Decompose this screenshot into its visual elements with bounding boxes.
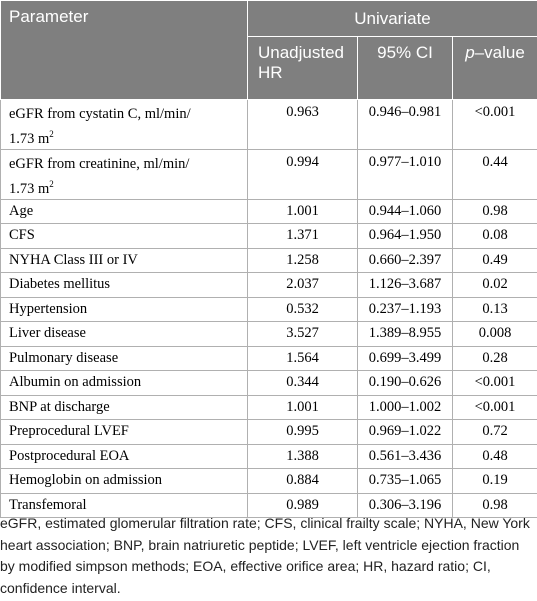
table-row — [1, 346, 537, 371]
cell-p: 0.08 — [453, 224, 537, 249]
cell-parameter: Postprocedural EOA — [1, 444, 248, 469]
cell-hr: 1.388 — [248, 444, 358, 469]
cell-hr: 1.564 — [248, 346, 358, 371]
cell-p: 0.72 — [453, 420, 537, 445]
param-sup: 2 — [49, 178, 54, 189]
header-hr-line2: HR — [258, 63, 283, 82]
table-row — [1, 224, 537, 249]
table-row — [1, 395, 537, 420]
cell-parameter: CFS — [1, 224, 248, 249]
cell-p: <0.001 — [453, 100, 537, 150]
cell-hr: 1.371 — [248, 224, 358, 249]
cell-parameter: Hypertension — [1, 297, 248, 322]
table-row — [1, 149, 537, 199]
cell-ci: 0.946–0.981 — [358, 100, 453, 150]
table-row — [1, 273, 537, 298]
cell-p: <0.001 — [453, 395, 537, 420]
cell-ci: 0.977–1.010 — [358, 149, 453, 199]
cell-p: 0.48 — [453, 444, 537, 469]
cell-p: 0.02 — [453, 273, 537, 298]
table-row — [1, 444, 537, 469]
cell-ci: 0.964–1.950 — [358, 224, 453, 249]
cell-p: 0.98 — [453, 493, 537, 518]
param-line1: eGFR from cystatin C, ml/min/ — [9, 106, 191, 122]
param-line2: 1.73 m — [9, 130, 50, 147]
table-body — [1, 100, 537, 518]
table-row — [1, 469, 537, 494]
header-ci: 95% CI — [358, 37, 453, 100]
cell-parameter: Albumin on admission — [1, 371, 248, 396]
cell-p: 0.008 — [453, 322, 537, 347]
cell-ci: 0.237–1.193 — [358, 297, 453, 322]
cell-hr: 0.989 — [248, 493, 358, 518]
cell-parameter: BNP at discharge — [1, 395, 248, 420]
cell-ci: 0.699–3.499 — [358, 346, 453, 371]
cell-ci: 0.735–1.065 — [358, 469, 453, 494]
cell-p: 0.13 — [453, 297, 537, 322]
header-hr-line1: Unadjusted — [258, 43, 345, 62]
table-row — [1, 100, 537, 150]
table-row — [1, 371, 537, 396]
cell-hr: 0.344 — [248, 371, 358, 396]
cell-parameter: Pulmonary disease — [1, 346, 248, 371]
param-line1: eGFR from creatinine, ml/min/ — [9, 155, 190, 172]
cell-hr: 0.994 — [248, 149, 358, 199]
cell-ci: 1.126–3.687 — [358, 273, 453, 298]
header-univariate: Univariate — [248, 1, 537, 37]
cell-hr: 0.532 — [248, 297, 358, 322]
cell-parameter: Diabetes mellitus — [1, 273, 248, 298]
cell-p: 0.98 — [453, 199, 537, 224]
cell-parameter — [1, 100, 248, 150]
cell-hr: 1.001 — [248, 199, 358, 224]
cell-p: 0.19 — [453, 469, 537, 494]
cell-p: 0.44 — [453, 149, 537, 199]
header-p-italic: p — [465, 43, 475, 62]
cell-parameter: Age — [1, 199, 248, 224]
cell-hr: 3.527 — [248, 322, 358, 347]
cell-ci: 0.969–1.022 — [358, 420, 453, 445]
cell-hr: 2.037 — [248, 273, 358, 298]
table-row — [1, 322, 537, 347]
cell-ci: 0.190–0.626 — [358, 371, 453, 396]
table-row — [1, 248, 537, 273]
cell-p: <0.001 — [453, 371, 537, 396]
cell-ci: 1.389–8.955 — [358, 322, 453, 347]
cell-parameter: NYHA Class III or IV — [1, 248, 248, 273]
cell-ci: 0.660–2.397 — [358, 248, 453, 273]
cell-ci: 0.561–3.436 — [358, 444, 453, 469]
cell-ci: 0.944–1.060 — [358, 199, 453, 224]
cell-ci: 1.000–1.002 — [358, 395, 453, 420]
cell-hr: 1.001 — [248, 395, 358, 420]
cell-p: 0.49 — [453, 248, 537, 273]
table-footnote: eGFR, estimated glomerular filtration rate; CFS, clinical frailty scale; NYHA, New York heart association; BNP, brain natriuretic peptide; LVEF, left ventricle ejection fraction by modified simpson methods; EOA, effective orifice area; HR, hazard ratio; CI, confidence interval. — [0, 515, 530, 596]
cell-hr: 0.963 — [248, 100, 358, 150]
header-parameter: Parameter — [1, 1, 248, 100]
header-p-rest: –value — [474, 43, 525, 62]
cell-hr: 1.258 — [248, 248, 358, 273]
header-unadjusted-hr — [248, 37, 358, 100]
cell-p: 0.28 — [453, 346, 537, 371]
cell-parameter: Hemoglobin on admission — [1, 469, 248, 494]
table-row — [1, 297, 537, 322]
param-sup: 2 — [49, 129, 54, 139]
cell-parameter — [1, 149, 248, 199]
cell-parameter: Liver disease — [1, 322, 248, 347]
param-line2: 1.73 m — [9, 180, 50, 197]
cell-parameter: Transfemoral — [1, 493, 248, 518]
table-row — [1, 199, 537, 224]
cell-parameter: Preprocedural LVEF — [1, 420, 248, 445]
cell-hr: 0.995 — [248, 420, 358, 445]
table-header — [1, 1, 537, 100]
cell-ci: 0.306–3.196 — [358, 493, 453, 518]
table-row — [1, 420, 537, 445]
cell-hr: 0.884 — [248, 469, 358, 494]
header-p-value — [453, 37, 537, 100]
